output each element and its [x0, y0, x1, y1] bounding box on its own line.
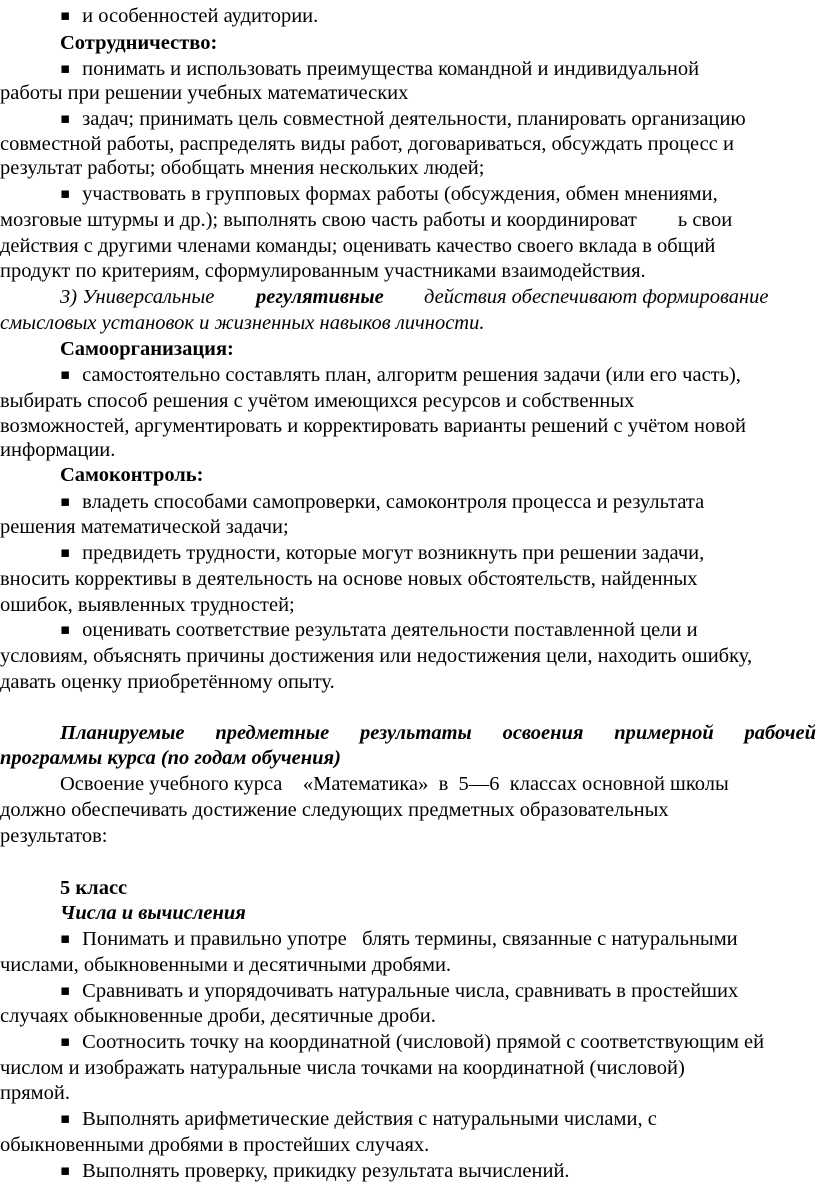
text-line: самостоятельно составлять план, алгоритм решения задачи (или его часть), [82, 364, 741, 386]
text-line: смысловых установок и жизненных навыков личности. [0, 312, 485, 334]
text-line: числами, обыкновенными и десятичными дробями. [0, 954, 452, 976]
text-line: решения математической задачи; [0, 516, 289, 538]
text-line: Сравнивать и упорядочивать натуральные числа, сравнивать в простейших [82, 980, 739, 1002]
text-line: числом и изображать натуральные числа точками на координатной (числовой) [0, 1057, 685, 1079]
text-line: совместной работы, распределять виды работ, договариваться, обсуждать процесс и [0, 133, 734, 155]
text-line: Выполнять арифметические действия с натуральными числами, с [82, 1108, 657, 1130]
heading-self-control: Самоконтроль: [60, 464, 204, 486]
text-line: обыкновенными дробями в простейших случаях. [0, 1134, 430, 1156]
text-line: ошибок, выявленных трудностей; [0, 594, 295, 616]
text-line: Соотносить точку на координатной (числовой) прямой с соответствующим ей [82, 1031, 765, 1053]
text-line: результат работы; обобщать мнения нескольких людей; [0, 157, 485, 179]
text-line: владеть способами самопроверки, самоконтроля процесса и результата [82, 491, 705, 513]
text-line: оценивать соответствие результата деятельности поставленной цели и [82, 619, 698, 641]
bullet-item-check-result [60, 1158, 570, 1185]
text-line: возможностей, аргументировать и корректировать варианты решений с учётом новой [0, 415, 747, 437]
heading-planned-results: Планируемые предметные результаты освоения примерной рабочей [60, 722, 816, 744]
text-line: понимать и использовать преимущества командной и индивидуальной [82, 58, 700, 80]
bullet-item-arithmetic [60, 1106, 657, 1133]
text-line: действия с другими членами команды; оценивать качество своего вклада в общий [0, 235, 716, 257]
heading-numbers-calculations: Числа и вычисления [60, 902, 246, 924]
text-line: давать оценку приобретённому опыту. [0, 671, 335, 693]
text-line: работы при решении учебных математических [0, 82, 409, 104]
text-line: информации. [0, 439, 116, 461]
text-line: мозговые штурмы и др.); выполнять свою часть работы и координироват ь свои [0, 209, 733, 231]
bullet-item-group-work [60, 181, 718, 208]
bullet-item-difficulties [60, 540, 704, 567]
text-line: и особенностей аудитории. [82, 5, 319, 27]
heading-self-organization: Самоорганизация: [60, 338, 234, 360]
bullet-item-evaluate [60, 617, 698, 644]
text-line: продукт по критериям, сформулированным участниками взаимодействия. [0, 260, 646, 282]
text-line: результатов: [0, 825, 108, 847]
regulative-intro-part2: регулятивные [256, 286, 384, 308]
heading-planned-results-cont: программы курса (по годам обучения) [0, 747, 341, 769]
text-line: Освоение учебного курса «Математика» в 5—6 классах основной школы [60, 773, 729, 795]
text-line: должно обеспечивать достижение следующих предметных образовательных [0, 799, 669, 821]
text-line: прямой. [0, 1082, 70, 1104]
text-line: случаях обыкновенные дроби, десятичные дроби. [0, 1005, 436, 1027]
text-line: задач; принимать цель совместной деятельности, планировать организацию [82, 108, 746, 130]
heading-cooperation: Сотрудничество: [60, 32, 218, 54]
bullet-item-terms [60, 926, 738, 953]
bullet-item-number-line [60, 1029, 764, 1056]
bullet-item-goals [60, 106, 746, 133]
bullet-item-compare [60, 978, 738, 1005]
text-line: вносить коррективы в деятельность на основе новых обстоятельств, найденных [0, 568, 698, 590]
heading-grade-5: 5 класс [60, 877, 128, 899]
text-line: Выполнять проверку, прикидку результата вычислений. [82, 1160, 570, 1182]
text-line: Понимать и правильно употре блять термины, связанные с натуральными [82, 928, 738, 950]
regulative-intro-part3: действия обеспечивают формирование [424, 286, 769, 308]
regulative-intro-part1: 3) Универсальные [60, 286, 215, 308]
bullet-item-audience [60, 3, 318, 30]
text-line: выбирать способ решения с учётом имеющихся ресурсов и собственных [0, 390, 635, 412]
bullet-item-self-check [60, 489, 704, 516]
text-line: предвидеть трудности, которые могут возникнуть при решении задачи, [82, 542, 705, 564]
text-line: условиям, объяснять причины достижения или недостижения цели, находить ошибку, [0, 645, 753, 667]
text-line: участвовать в групповых формах работы (обсуждения, обмен мнениями, [82, 183, 718, 205]
bullet-item-plan [60, 362, 741, 389]
